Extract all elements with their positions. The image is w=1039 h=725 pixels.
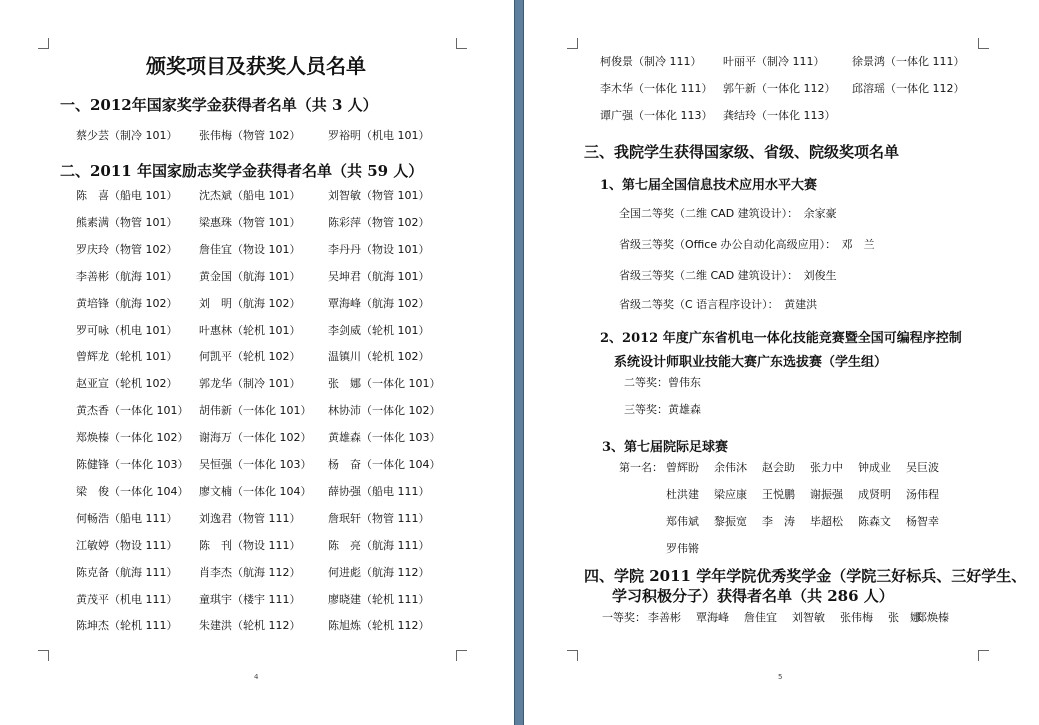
name-entry: 张 娜 (888, 611, 921, 624)
page-number: 4 (254, 673, 259, 681)
name-entry: 陈克备（航海 111） (76, 565, 178, 579)
award-label: 第一名： (619, 461, 663, 474)
award-line: 三等奖：黄雄森 (624, 403, 701, 416)
name-entry: 肖李杰（航海 112） (199, 565, 301, 579)
name-entry: 刘智敏（物管 101） (328, 189, 430, 202)
corner-mark-bottom-right (978, 650, 989, 661)
name-entry: 赵亚宣（轮机 102） (76, 377, 178, 391)
name-entry: 廖文楠（一体化 104） (199, 484, 312, 498)
name-entry: 沈杰斌（船电 101） (199, 189, 301, 202)
section-3-heading: 三、我院学生获得国家级、省级、院级奖项名单 (584, 143, 900, 161)
name-entry: 林协沛（一体化 102） (328, 404, 441, 418)
name-entry: 黄茂平（机电 111） (76, 592, 178, 606)
name-entry: 詹珉轩（物管 111） (328, 511, 430, 525)
name-entry: 陈 亮（航海 111） (328, 538, 430, 552)
name-entry: 黄培锋（航海 102） (76, 296, 178, 310)
name-entry: 吴巨波 (906, 461, 939, 474)
name-entry: 张伟梅（物管 102） (199, 129, 301, 142)
name-entry: 李善彬 (648, 611, 681, 624)
name-entry: 郭龙华（制冷 101） (199, 377, 301, 391)
page-gutter (514, 0, 524, 725)
name-entry: 陈 喜（船电 101） (76, 189, 178, 202)
name-entry: 罗庆玲（物管 102） (76, 242, 178, 256)
name-entry: 梁 俊（一体化 104） (76, 484, 189, 498)
name-entry: 覃海峰 (696, 611, 729, 624)
item-3-heading: 3、第七届院际足球赛 (602, 440, 729, 455)
name-entry: 梁惠珠（物管 101） (199, 215, 301, 229)
section-4-heading-line-2: 学习积极分子）获得者名单（共 286 人） (612, 587, 894, 605)
name-entry: 叶惠林（轮机 101） (199, 323, 301, 337)
page-left (0, 0, 514, 725)
name-entry: 吴恒强（一体化 103） (199, 458, 312, 471)
name-entry: 黎振宽 (714, 515, 747, 528)
name-entry: 何畅浩（船电 111） (76, 511, 178, 525)
name-entry: 王悦鹏 (762, 488, 795, 501)
corner-mark-top-left (567, 38, 578, 49)
name-entry: 柯俊景（制冷 111） (600, 55, 702, 68)
page-right (524, 0, 1039, 725)
corner-mark-top-left (38, 38, 49, 49)
name-entry: 陈坤杰（轮机 111） (76, 619, 178, 633)
award-line: 全国二等奖（二维 CAD 建筑设计）： 余家豪 (619, 207, 837, 220)
name-entry: 江敏婷（物设 111） (76, 538, 178, 552)
name-entry: 张 娜（一体化 101） (328, 377, 441, 391)
award-line: 省级三等奖（二维 CAD 建筑设计）： 刘俊生 (619, 269, 837, 282)
name-entry: 何进彪（航海 112） (328, 565, 430, 579)
name-entry: 余伟沐 (714, 461, 747, 474)
name-entry: 李剑威（轮机 101） (328, 323, 430, 337)
name-entry: 毕超松 (810, 515, 843, 528)
name-entry: 罗可咏（机电 101） (76, 323, 178, 337)
name-entry: 黄雄森（一体化 103） (328, 431, 441, 445)
name-entry: 叶丽平（制冷 111） (723, 55, 825, 68)
item-1-heading: 1、第七届全国信息技术应用水平大赛 (600, 178, 818, 193)
name-entry: 罗伟锵 (666, 542, 699, 555)
name-entry: 成贤明 (858, 488, 891, 501)
name-entry: 徐景鸿（一体化 111） (852, 55, 965, 68)
name-entry: 薛协强（船电 111） (328, 484, 430, 498)
name-entry: 梁应康 (714, 488, 747, 501)
name-entry: 蔡少芸（制冷 101） (76, 129, 178, 142)
name-entry: 杨智幸 (906, 515, 939, 528)
name-entry: 郭午新（一体化 112） (723, 82, 836, 95)
name-entry: 熊素满（物管 101） (76, 215, 178, 229)
name-entry: 李善彬（航海 101） (76, 269, 178, 283)
item-2-heading-line-1: 2、2012 年度广东省机电一体化技能竞赛暨全国可编程序控制 (600, 331, 962, 346)
name-entry: 曾辉龙（轮机 101） (76, 350, 178, 364)
name-entry: 胡伟新（一体化 101） (199, 404, 312, 418)
award-line: 省级三等奖（Office 办公自动化高级应用）： 邓 兰 (619, 238, 875, 251)
document-title: 颁奖项目及获奖人员名单 (146, 54, 366, 78)
page-number: 5 (778, 673, 783, 681)
name-entry: 杜洪建 (666, 488, 699, 501)
name-entry: 黄金国（航海 101） (199, 269, 301, 283)
name-entry: 张伟梅 (840, 611, 873, 624)
award-label: 一等奖： (602, 611, 646, 624)
name-entry: 黄杰香（一体化 101） (76, 404, 189, 418)
name-entry: 谭广强（一体化 113） (600, 109, 713, 122)
name-entry: 赵会助 (762, 461, 795, 474)
name-entry: 陈森文 (858, 515, 891, 528)
name-entry: 刘 明（航海 102） (199, 296, 301, 310)
name-entry: 温镇川（轮机 102） (328, 350, 430, 364)
section-2-heading: 二、2011 年国家励志奖学金获得者名单（共 59 人） (60, 162, 424, 180)
name-entry: 詹佳宜 (744, 611, 777, 624)
name-entry: 龚结玲（一体化 113） (723, 109, 836, 122)
section-1-heading: 一、2012年国家奖学金获得者名单（共 3 人） (60, 96, 378, 114)
corner-mark-bottom-right (456, 650, 467, 661)
section-4-heading-line-1: 四、学院 2011 学年学院优秀奖学金（学院三好标兵、三好学生、 (584, 567, 1027, 585)
name-entry: 罗裕明（机电 101） (328, 129, 430, 142)
name-entry: 李丹丹（物设 101） (328, 242, 430, 256)
name-entry: 陈 刊（物设 111） (199, 538, 301, 552)
name-entry: 李 涛 (762, 515, 795, 528)
name-entry: 何凯平（轮机 102） (199, 350, 301, 364)
name-entry: 陈彩萍（物管 102） (328, 215, 430, 229)
name-entry: 廖晓建（轮机 111） (328, 592, 430, 606)
corner-mark-bottom-left (567, 650, 578, 661)
corner-mark-top-right (978, 38, 989, 49)
name-entry: 钟成业 (858, 461, 891, 474)
name-entry: 谢振强 (810, 488, 843, 501)
name-entry: 邱溶瑶（一体化 112） (852, 82, 965, 95)
name-entry: 曾辉盼 (666, 461, 699, 474)
name-entry: 郑焕榛（一体化 102） (76, 431, 189, 445)
corner-mark-top-right (456, 38, 467, 49)
name-entry: 郑伟斌 (666, 515, 699, 528)
name-entry: 谢海万（一体化 102） (199, 431, 312, 445)
name-entry: 杨 奋（一体化 104） (328, 458, 441, 471)
name-entry: 刘逸君（物管 111） (199, 511, 301, 525)
name-entry: 李木华（一体化 111） (600, 82, 713, 95)
name-entry: 汤伟程 (906, 488, 939, 501)
name-entry: 朱建洪（轮机 112） (199, 619, 301, 633)
name-entry: 覃海峰（航海 102） (328, 296, 430, 310)
item-2-heading-line-2: 系统设计师职业技能大赛广东选拔赛（学生组） (614, 355, 888, 370)
name-entry: 童琪宇（楼宇 111） (199, 592, 301, 606)
award-line: 省级二等奖（C 语言程序设计）： 黄建洪 (619, 298, 818, 311)
name-entry: 张力中 (810, 461, 843, 474)
name-entry: 郑焕榛 (916, 611, 949, 624)
name-entry: 詹佳宜（物设 101） (199, 242, 301, 256)
name-entry: 陈旭炼（轮机 112） (328, 619, 430, 633)
name-entry: 刘智敏 (792, 611, 825, 624)
award-line: 二等奖：曾伟东 (624, 376, 701, 389)
name-entry: 陈健锋（一体化 103） (76, 458, 189, 471)
name-entry: 吴坤君（航海 101） (328, 269, 430, 283)
corner-mark-bottom-left (38, 650, 49, 661)
